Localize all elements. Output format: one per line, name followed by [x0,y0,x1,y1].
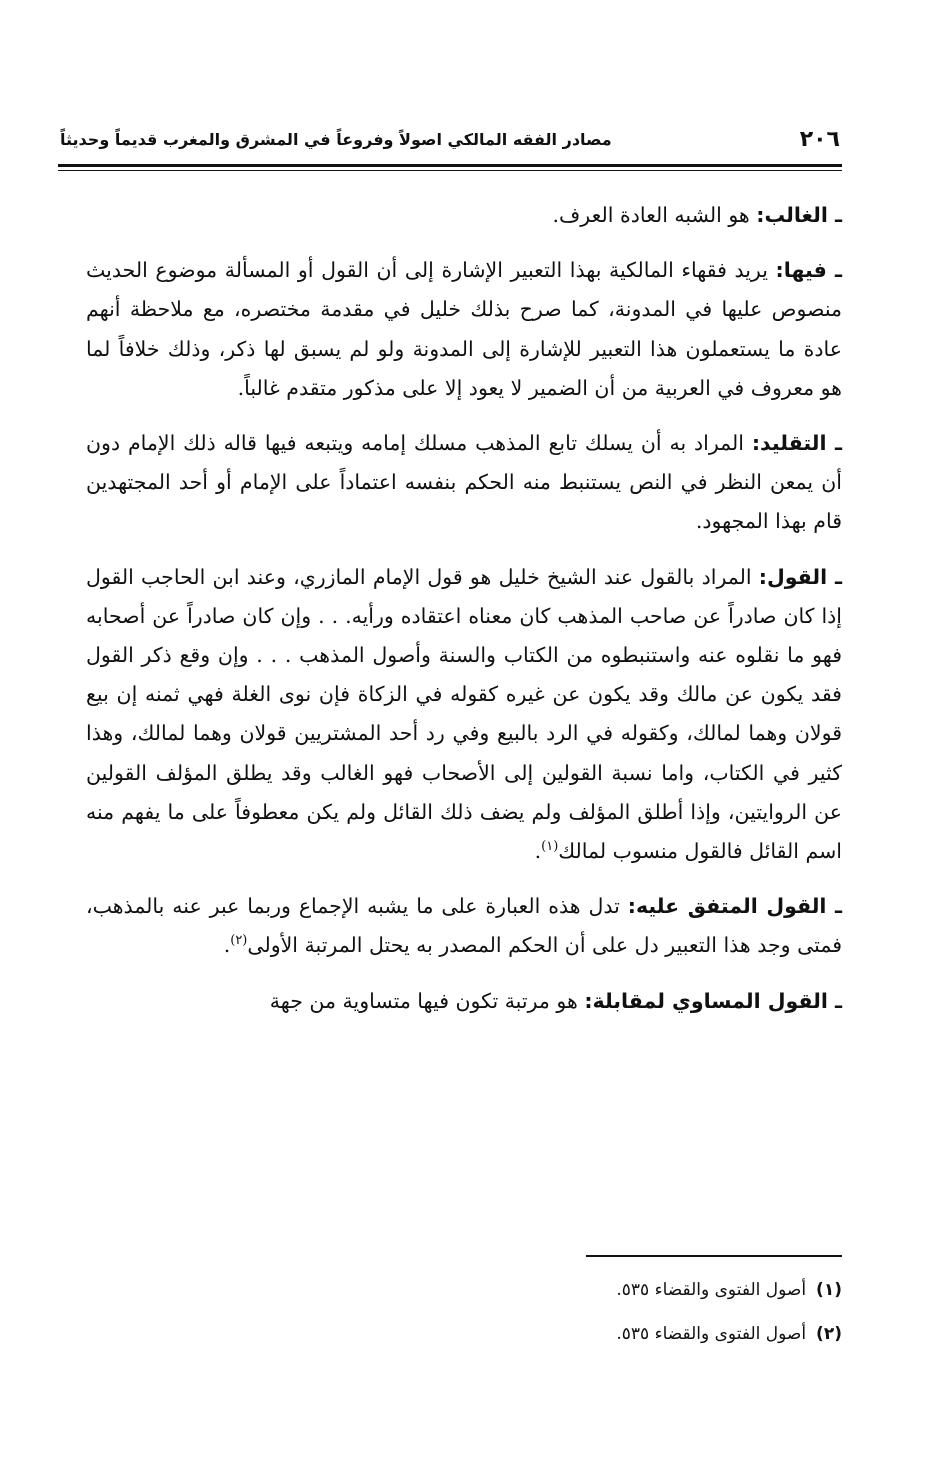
entry-term: ـ القول المساوي لمقابلة: [584,988,842,1013]
footnote-reference[interactable]: (١) [541,839,559,855]
footnote-reference[interactable]: (٢) [230,933,248,949]
body-text [86,196,842,1021]
entry-al-taqlid [86,424,842,542]
entry-text: يريد فقهاء المالكية بهذا التعبير الإشارة إلى أن القول أو المسألة موضوع الحديث منصوص عليها في المدونة، كما صرح بذلك خليل في مقدمة مختصره، مع ملاحظة أنهم عادة ما يستعملون هذا التعبير للإشارة إلى المدونة ولو لم يسبق لها ذكر، وذلك خلافاً لما هو معروف في العربية من أن الضمير لا يعود إلا على مذكور متقدم غالباً. [86,258,842,400]
header-rule-thin [58,170,842,171]
entry-term: ـ الغالب: [756,203,842,227]
footnote-number: (١) [816,1280,842,1300]
header-rule-thick [58,164,842,167]
running-header [60,118,840,160]
footnote-text: أصول الفتوى والقضاء ٥٣٥. [616,1324,807,1344]
footnote-text: أصول الفتوى والقضاء ٥٣٥. [616,1280,807,1300]
entry-al-qawl-al-muttafaq [86,887,842,965]
entry-text: تدل هذه العبارة على ما يشبه الإجماع وربما عبر عنه بالمذهب، فمتى وجد هذا التعبير دل على أن الحكم المصدر به يحتل المرتبة الأولى [86,894,842,958]
entry-term: ـ القول: [758,564,842,589]
footnotes [242,1268,842,1356]
footnote-item [242,1312,842,1356]
entry-term: ـ فيها: [775,258,842,283]
entry-fiha [86,251,842,408]
entry-text: المراد بالقول عند الشيخ خليل هو قول الإمام المازري، وعند ابن الحاجب القول إذا كان صادراً عن صاحب المذهب كان معناه اعتقاده ورأيه. . . وإن كان صادراً عن أصحابه فهو ما نقلوه عنه واستنبطوه من الكتاب والسنة وأصول المذهب . . . وإن وقع ذكر القول فقد يكون عن مالك وقد يكون عن غيره كقوله في الزكاة فإن نوى الغلة فهي ثمنه إن بيع قولان وهما لمالك، وكقوله في الرد بالبيع وفي رد أحد المشتريين قولان وهما لمالك، وهذا كثير في الكتاب، واما نسبة القولين إلى الأصحاب فهو الغالب وقد يطلق المؤلف القولين عن الروايتين، وإذا أطلق المؤلف ولم يضف ذلك القائل ولم يكن معطوفاً على ما يفهم منه اسم القائل فالقول منسوب لمالك [86,564,842,864]
footnote-item [242,1268,842,1312]
entry-al-ghalib [86,196,842,235]
footnote-number: (٢) [816,1324,842,1344]
entry-text: المراد به أن يسلك تابع المذهب مسلك إمامه ويتبعه فيها قاله ذلك الإمام دون أن يمعن النظر في النص يستنبط منه الحكم بنفسه اعتماداً على الإمام أو أحد المجتهدين قام بهذا المجهود. [86,431,842,534]
entry-al-qawl [86,558,842,872]
book-title: مصادر الفقه المالكي اصولاً وفروعاً في المشرق والمغرب قديماً وحديثاً [60,129,612,149]
entry-text: هو مرتبة تكون فيها متساوية من جهة [269,988,585,1013]
entry-term: ـ القول المتفق عليه: [627,894,842,919]
page-number: ٢٠٦ [799,126,840,152]
entry-al-qawl-al-musawi [86,982,842,1021]
footnote-separator [586,1255,842,1257]
entry-end-punct: . [534,839,542,864]
entry-end-punct: . [223,933,231,958]
entry-text: هو الشبه العادة العرف. [552,203,757,227]
entry-term: ـ التقليد: [751,431,842,456]
